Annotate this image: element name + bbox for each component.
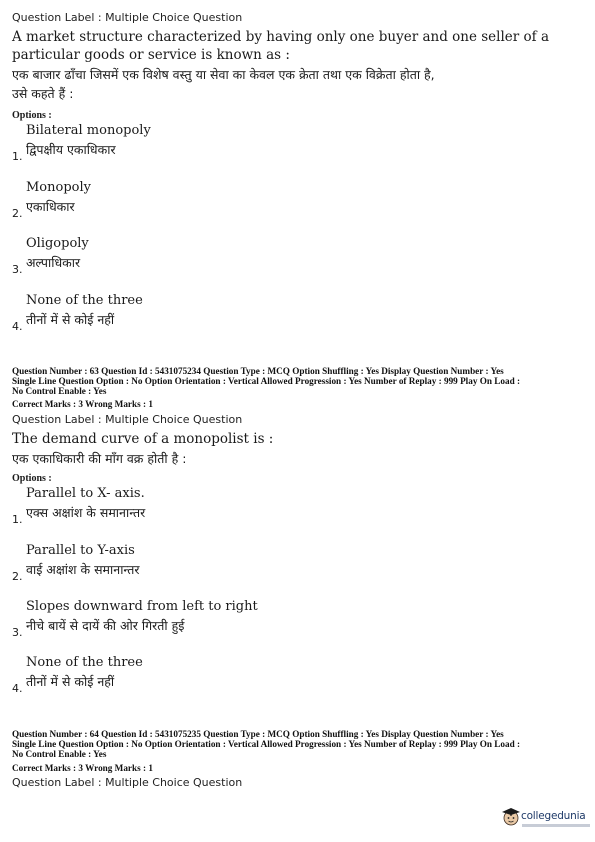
question-text-hi: एक एकाधिकारी की माँग वक्र होती है :	[12, 451, 187, 466]
question-meta-line3: No Control Enable : Yes	[12, 749, 107, 759]
question-text-hi-line1: एक बाजार ढाँचा जिसमें एक विशेष वस्तु या सेवा का केवल एक क्रेता तथा एक विक्रेता होता है,	[12, 67, 435, 82]
option-3-number: 3.	[12, 626, 23, 639]
question-text-hi-line2: उसे कहते हैं :	[12, 86, 74, 101]
question-label: Question Label : Multiple Choice Question	[12, 413, 243, 426]
question-text-en: The demand curve of a monopolist is :	[12, 431, 274, 447]
option-3-text-hi: अल्पाधिकार	[26, 255, 81, 270]
graduate-mascot-icon	[500, 805, 522, 827]
option-2-text-en: Monopoly	[26, 180, 91, 195]
option-4-number: 4.	[12, 682, 23, 695]
option-3-number: 3.	[12, 263, 23, 276]
option-2-text-en: Parallel to Y-axis	[26, 543, 135, 558]
question-meta-line1: Question Number : 63 Question Id : 5431075234 Question Type : MCQ Option Shuffling : Yes Display Question Number : Yes	[12, 366, 504, 376]
question-meta-line2: Single Line Question Option : No Option Orientation : Vertical Allowed Progression : Yes Number of Replay : 999 Play On Load :	[12, 739, 521, 749]
question-label: Question Label : Multiple Choice Question	[12, 11, 243, 24]
option-3-text-hi: नीचे बायें से दायें की ओर गिरती हुई	[26, 618, 185, 633]
option-4-text-en: None of the three	[26, 293, 143, 308]
option-1-text-en: Bilateral monopoly	[26, 123, 151, 138]
option-2-number: 2.	[12, 207, 23, 220]
option-4-text-hi: तीनों में से कोई नहीं	[26, 312, 115, 327]
option-1-text-hi: एक्स अक्षांश के समानान्तर	[26, 505, 146, 520]
question-text-en-line2: particular goods or service is known as :	[12, 47, 290, 63]
option-4-text-en: None of the three	[26, 655, 143, 670]
option-3-text-en: Oligopoly	[26, 236, 89, 251]
option-3-text-en: Slopes downward from left to right	[26, 599, 258, 614]
option-2-text-hi: वाई अक्षांश के समानान्तर	[26, 562, 140, 577]
collegedunia-logo	[500, 801, 592, 835]
question-meta-line2: Single Line Question Option : No Option Orientation : Vertical Allowed Progression : Yes Number of Replay : 999 Play On Load :	[12, 376, 521, 386]
option-1-text-hi: द्विपक्षीय एकाधिकार	[26, 142, 116, 157]
question-marks: Correct Marks : 3 Wrong Marks : 1	[12, 763, 153, 773]
option-2-number: 2.	[12, 570, 23, 583]
option-1-number: 1.	[12, 150, 23, 163]
logo-wordmark: collegedunia	[521, 810, 586, 822]
option-1-number: 1.	[12, 513, 23, 526]
option-1-text-en: Parallel to X- axis.	[26, 486, 145, 501]
option-4-number: 4.	[12, 320, 23, 333]
question-label: Question Label : Multiple Choice Question	[12, 776, 243, 789]
options-heading: Options :	[12, 110, 52, 121]
option-2-text-hi: एकाधिकार	[26, 199, 75, 214]
logo-tagline-bar	[522, 824, 590, 827]
question-marks: Correct Marks : 3 Wrong Marks : 1	[12, 399, 153, 409]
option-4-text-hi: तीनों में से कोई नहीं	[26, 674, 115, 689]
question-meta-line3: No Control Enable : Yes	[12, 386, 107, 396]
options-heading: Options :	[12, 473, 52, 484]
question-meta-line1: Question Number : 64 Question Id : 5431075235 Question Type : MCQ Option Shuffling : Yes Display Question Number : Yes	[12, 729, 504, 739]
question-text-en-line1: A market structure characterized by having only one buyer and one seller of a	[12, 29, 549, 45]
